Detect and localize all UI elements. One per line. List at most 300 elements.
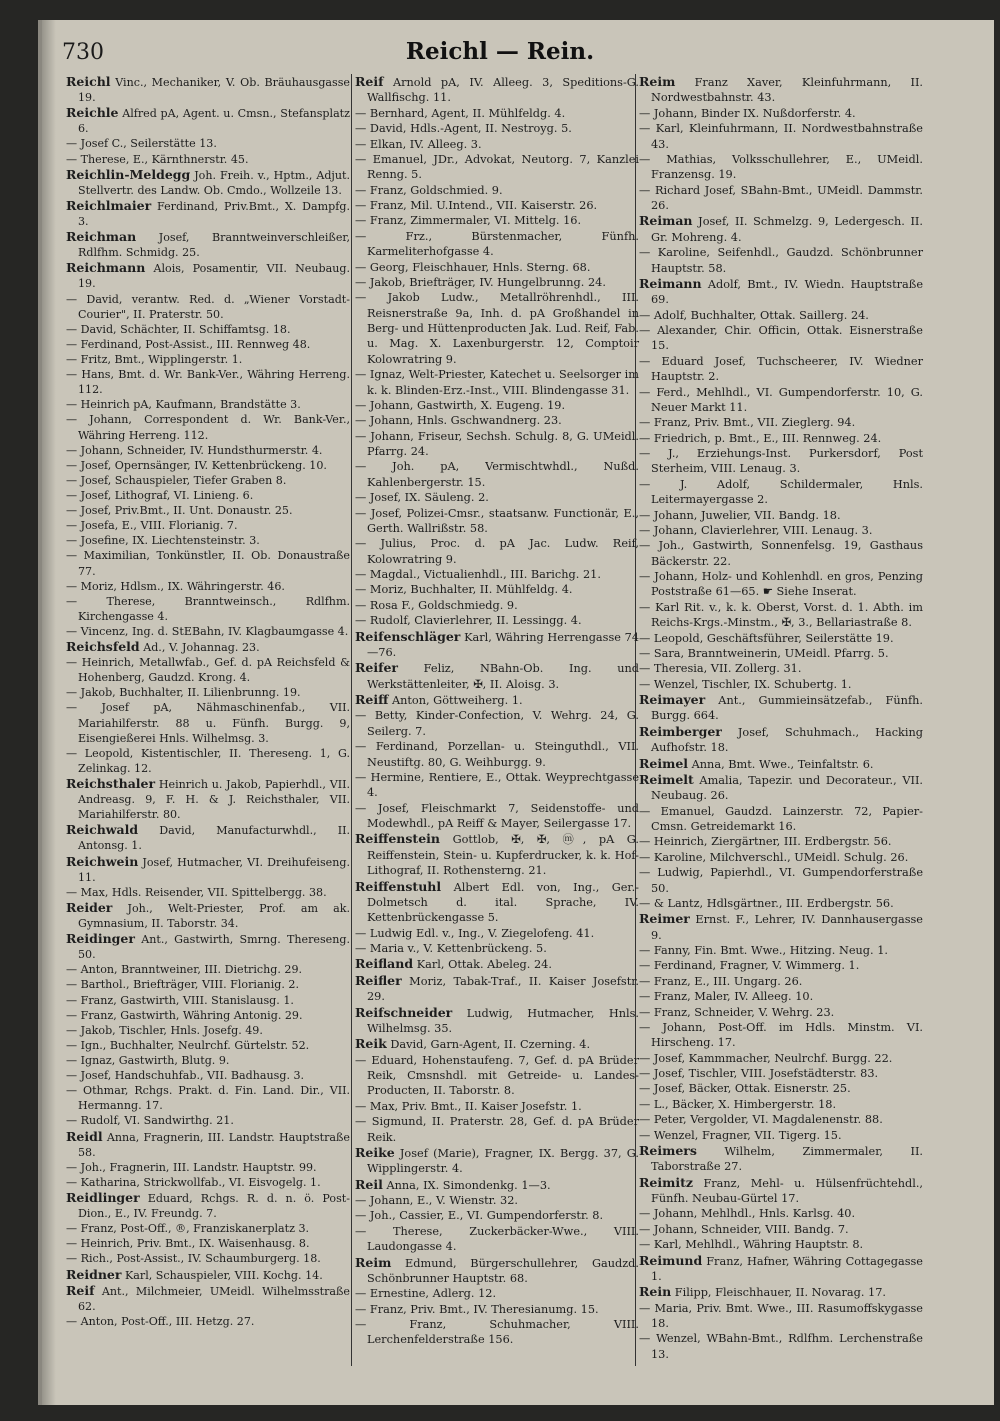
- entry-text: — Karl, Kleinfuhrmann, II. Nordwestbahnstraße 43.: [639, 122, 923, 151]
- entry-text: — Frz., Bürstenmacher, Fünfh. Karmeliterhofgasse 4.: [355, 229, 639, 259]
- entry-text: — Heinrich pA, Kaufmann, Brandstätte 3.: [66, 398, 301, 412]
- entry-text: Feliz, NBahn-Ob. Ing. und Werkstättenleiter, ✠, II. Aloisg. 3.: [367, 662, 640, 691]
- directory-entry: [66, 548, 350, 578]
- directory-entry-head: [639, 772, 923, 804]
- directory-entry-head: [66, 1190, 350, 1221]
- directory-entry: [66, 1008, 350, 1023]
- directory-entry: [66, 292, 350, 322]
- entry-text: — Franz, Schneider, V. Wehrg. 23.: [639, 1005, 835, 1019]
- entry-text: — Franz, Zimmermaler, VI. Mittelg. 16.: [355, 214, 582, 228]
- directory-entry: [355, 1317, 639, 1348]
- entry-text: — Josef, Opernsänger, IV. Kettenbrückeng. 10.: [66, 458, 327, 472]
- surname: Reider: [66, 899, 113, 915]
- directory-entry-head: [639, 276, 923, 308]
- entry-text: — Johann, Correspondent d. Wr. Bank-Ver., Währing Herreng. 112.: [66, 413, 350, 442]
- entry-text: — Rudolf, VI. Sandwirthg. 21.: [66, 1114, 234, 1128]
- directory-entry: [639, 152, 923, 183]
- directory-entry: [66, 685, 350, 700]
- directory-entry: [355, 213, 639, 228]
- surname: Reiffenstuhl: [355, 878, 442, 894]
- entry-text: — David, Hdls.-Agent, II. Nestroyg. 5.: [355, 122, 572, 136]
- entry-text: Heinrich u. Jakob, Papierhdl., VII. Andreasg. 9, F. H. & J. Reichsthaler, VII. Mariahilferstr. 80.: [78, 778, 351, 822]
- entry-text: — Ignaz, Gastwirth, Blutg. 9.: [66, 1054, 230, 1067]
- directory-entry: [355, 770, 639, 801]
- surname: Reichlin-Meldegg: [66, 166, 191, 182]
- directory-entry: [639, 958, 923, 973]
- entry-text: — Emanuel, Gaudzd. Lainzerstr. 72, Papier-Cmsn. Getreidemarkt 16.: [639, 804, 923, 833]
- directory-entry: [66, 579, 350, 594]
- directory-entry-head: [66, 74, 350, 105]
- directory-entry: [639, 1331, 923, 1362]
- surname: Reidinger: [66, 931, 135, 947]
- directory-entry: [639, 308, 923, 323]
- directory-entry: [355, 598, 639, 613]
- directory-entry: [355, 459, 639, 490]
- entry-text: — Betty, Kinder-Confection, V. Wehrg. 24, G. Seilerg. 7.: [355, 709, 639, 738]
- surname: Reichman: [66, 229, 137, 245]
- directory-entry: [66, 885, 350, 900]
- surname: Reifenschläger: [355, 628, 461, 644]
- directory-entry: [66, 1083, 350, 1113]
- entry-text: Ludwig, Hutmacher, Hnls. Wilhelmsg. 35.: [367, 1006, 640, 1035]
- directory-entry: [66, 503, 350, 518]
- entry-text: — Anton, Post-Off., III. Hetzg. 27.: [66, 1314, 255, 1328]
- directory-entry-head: [639, 1284, 923, 1300]
- entry-text: — Josef, Polizei-Cmsr., staatsanw. Functionär, E., Gerth. Wallrißstr. 58.: [355, 506, 639, 535]
- entry-text: Franz, Mehl- u. Hülsenfrüchtehdl., Fünfh. Neubau-Gürtel 17.: [651, 1176, 923, 1205]
- directory-entry: [639, 646, 923, 661]
- entry-text: — Josef, Kammmacher, Neulrchf. Burgg. 22.: [639, 1051, 893, 1065]
- entry-text: — Jakob Ludw., Metallröhrenhdl., III. Reisnerstraße 9a, Inh. d. pA Großhandel in Berg- und Hüttenproducten Jak. Lud. Reif, Fab. u. Mag. X. Laxenburgerstr. 12, Comptoir Kolowratring 9.: [355, 291, 639, 366]
- entry-text: — Leopold, Kistentischler, II. Thereseng. 1, G. Zelinkag. 12.: [66, 746, 350, 775]
- entry-text: — Franz, E., III. Ungarg. 26.: [639, 974, 803, 988]
- entry-text: — Fanny, Fin. Bmt. Wwe., Hitzing. Neug. 1.: [639, 944, 888, 957]
- entry-text: — Friedrich, p. Bmt., E., III. Rennweg. 24.: [639, 431, 882, 445]
- entry-text: — L., Bäcker, X. Himbergerstr. 18.: [639, 1097, 837, 1111]
- directory-entry: [355, 1208, 639, 1223]
- directory-entry: [639, 865, 923, 896]
- entry-text: — Moriz, Buchhalter, II. Mühlfeldg. 4.: [355, 583, 573, 597]
- entry-text: — Heinrich, Metallwfab., Gef. d. pA Reichsfeld & Hohenberg, Gaudzd. Krong. 4.: [66, 656, 350, 685]
- entry-text: — Josef, IX. Säuleng. 2.: [355, 491, 489, 505]
- entry-text: — Richard Josef, SBahn-Bmt., UMeidl. Dammstr. 26.: [639, 183, 923, 212]
- entry-text: — Anton, Branntweiner, III. Dietrichg. 29.: [66, 963, 303, 977]
- column-2: [355, 74, 639, 1348]
- directory-entry: [355, 275, 639, 290]
- entry-text: — Max, Priv. Bmt., II. Kaiser Josefstr. 1.: [355, 1099, 582, 1113]
- directory-entry: [66, 1113, 350, 1128]
- directory-entry: [355, 1286, 639, 1301]
- surname: Reiffenstein: [355, 831, 440, 847]
- surname: Reifer: [355, 660, 399, 676]
- directory-entry-head: [355, 1255, 639, 1287]
- surname: Reimer: [639, 911, 690, 927]
- entry-text: — Theresia, VII. Zollerg. 31.: [639, 662, 802, 676]
- entry-text: — Adolf, Buchhalter, Ottak. Saillerg. 24.: [639, 308, 869, 322]
- directory-entry: [66, 962, 350, 977]
- directory-entry: [355, 229, 639, 260]
- surname: Reichsfeld: [66, 639, 140, 655]
- directory-entry: [355, 413, 639, 428]
- entry-text: Adolf, Bmt., IV. Wiedn. Hauptstraße 69.: [651, 277, 924, 307]
- entry-text: Gottlob, ✠, ✠, ⓜ, pA G. Reiffenstein, Stein- u. Kupferdrucker, k. k. Hof-Lithograf, II. Rothensterng. 21.: [367, 833, 640, 878]
- entry-text: — Karoline, Milchverschl., UMeidl. Schulg. 26.: [639, 850, 909, 864]
- directory-entry: [66, 322, 350, 337]
- directory-entry: [355, 106, 639, 121]
- entry-text: — Elkan, IV. Alleeg. 3.: [355, 137, 482, 151]
- directory-entry: [66, 1038, 350, 1053]
- entry-text: — Josef, Schauspieler, Tiefer Graben 8.: [66, 473, 287, 487]
- entry-text: — Joh., Gastwirth, Sonnenfelsg. 19, Gasthaus Bäckerstr. 22.: [639, 539, 923, 568]
- directory-entry: [639, 1237, 923, 1252]
- directory-entry: [355, 1114, 639, 1145]
- directory-entry: [639, 834, 923, 849]
- entry-text: — Joh., Cassier, E., VI. Gumpendorferstr. 8.: [355, 1209, 604, 1223]
- directory-entry: [355, 198, 639, 213]
- entry-text: Ernst. F., Lehrer, IV. Dannhausergasse 9.: [651, 913, 923, 942]
- entry-text: — Peter, Vergolder, VI. Magdalenenstr. 88.: [639, 1113, 883, 1127]
- surname: Reim: [639, 74, 676, 89]
- directory-entry-head: [66, 931, 350, 962]
- entry-text: — Johann, Juwelier, VII. Bandg. 18.: [639, 508, 841, 522]
- entry-text: — Emanuel, JDr., Advokat, Neutorg. 7, Kanzlei Renng. 5.: [355, 152, 639, 182]
- entry-text: Arnold pA, IV. Alleeg. 3, Speditions-G. Wallfischg. 11.: [367, 76, 639, 105]
- surname: Reif: [355, 74, 384, 89]
- surname: Reichlmaier: [66, 197, 152, 213]
- directory-entry: [66, 977, 350, 992]
- entry-text: Josef (Marie), Fragner, IX. Bergg. 37, G. Wipplingerstr. 4.: [367, 1146, 640, 1176]
- entry-text: — Johann, Friseur, Sechsh. Schulg. 8, G. UMeidl. Pfarrg. 24.: [355, 429, 639, 458]
- directory-entry: [66, 700, 350, 745]
- entry-text: — Therese, E., Kärnthnerstr. 45.: [66, 152, 249, 166]
- entry-text: Ant., Milchmeier, UMeidl. Wilhelmsstraße 62.: [78, 1284, 350, 1313]
- entry-text: — Ferd., Mehlhdl., VI. Gumpendorferstr. 10, G. Neuer Markt 11.: [639, 385, 923, 414]
- entry-text: Alois, Posamentir, VII. Neubaug. 19.: [78, 262, 351, 291]
- directory-entry: [355, 1302, 639, 1317]
- surname: Reimel: [639, 755, 689, 771]
- directory-entry-head: [66, 229, 350, 260]
- directory-entry-head: [66, 900, 350, 931]
- directory-entry: [639, 323, 923, 354]
- column-rule: [351, 74, 352, 1366]
- entry-text: — Josefa, E., VIII. Florianig. 7.: [66, 519, 238, 533]
- directory-entry: [639, 850, 923, 865]
- entry-text: — Joh. pA, Vermischtwhdl., Nußd. Kahlenbergerstr. 15.: [355, 460, 639, 489]
- surname: Reichmann: [66, 260, 146, 276]
- directory-entry-head: [355, 831, 639, 878]
- entry-text: — Wenzel, Tischler, IX. Schubertg. 1.: [639, 677, 852, 691]
- entry-text: — Rudolf, Clavierlehrer, II. Lessingg. 4.: [355, 614, 582, 628]
- entry-text: — Josef, Tischler, VIII. Josefstädterstr. 83.: [639, 1067, 879, 1080]
- entry-text: — Moriz, Hdlsm., IX. Währingerstr. 46.: [66, 579, 285, 593]
- directory-entry: [66, 533, 350, 548]
- entry-text: — Wenzel, Fragner, VII. Tigerg. 15.: [639, 1128, 842, 1142]
- entry-text: — & Lantz, Hdlsgärtner., III. Erdbergstr. 56.: [639, 896, 894, 910]
- entry-text: — David, Schächter, II. Schiffamtsg. 18.: [66, 322, 291, 336]
- entry-text: — Ferdinand, Porzellan- u. Steinguthdl., VII. Neustiftg. 80, G. Weihburgg. 9.: [355, 740, 639, 769]
- entry-text: — Ferdinand, Post-Assist., III. Rennweg 48.: [66, 337, 311, 351]
- entry-text: Josef, Hutmacher, VI. Dreihufeiseng. 11.: [78, 855, 350, 884]
- entry-text: Ferdinand, Priv.Bmt., X. Dampfg. 3.: [78, 199, 350, 228]
- entry-text: — Georg, Fleischhauer, Hnls. Sterng. 68.: [355, 260, 591, 274]
- entry-text: — Jakob, Briefträger, IV. Hungelbrunng. 24.: [355, 275, 606, 289]
- entry-text: — Maria v., V. Kettenbrückeng. 5.: [355, 942, 547, 955]
- surname: Rein: [639, 1284, 672, 1300]
- directory-entry-head: [66, 1267, 350, 1283]
- entry-text: Ant., Gummieinsätzefab., Fünfh. Burgg. 664.: [651, 694, 923, 723]
- column-1: [66, 74, 350, 1329]
- entry-text: — Franz, Priv. Bmt., VII. Zieglerg. 94.: [639, 416, 856, 430]
- surname: Reidlinger: [66, 1189, 140, 1205]
- entry-text: — Vincenz, Ing. d. StEBahn, IV. Klagbaumgasse 4.: [66, 624, 349, 638]
- entry-text: — Johann, Schneider, IV. Hundsthurmerstr. 4.: [66, 443, 323, 457]
- directory-entry: [639, 1301, 923, 1332]
- directory-entry: [355, 1224, 639, 1255]
- entry-text: Karl, Ottak. Abeleg. 24.: [416, 958, 552, 972]
- directory-entry: [66, 1023, 350, 1038]
- entry-text: Ant., Gastwirth, Smrng. Thereseng. 50.: [78, 933, 350, 962]
- entry-text: Anna, IX. Simondenkg. 1—3.: [386, 1178, 551, 1192]
- entry-text: — Johann, E., V. Wienstr. 32.: [355, 1194, 518, 1207]
- entry-text: — Karl, Mehlhdl., Währing Hauptstr. 8.: [639, 1238, 864, 1252]
- entry-text: — Johann, Mehlhdl., Hnls. Karlsg. 40.: [639, 1207, 856, 1221]
- directory-entry-head: [355, 1145, 639, 1177]
- directory-entry-head: [639, 911, 923, 943]
- directory-entry: [355, 613, 639, 628]
- surname: Reichwald: [66, 822, 139, 838]
- directory-entry: [355, 708, 639, 739]
- directory-entry: [639, 1020, 923, 1051]
- directory-entry: [355, 290, 639, 367]
- entry-text: — Josef, Lithograf, VI. Linieng. 6.: [66, 488, 254, 502]
- directory-entry: [639, 538, 923, 569]
- directory-entry: [66, 594, 350, 624]
- directory-entry: [355, 398, 639, 413]
- entry-text: — Franz, Schuhmacher, VIII. Lerchenfelderstraße 156.: [355, 1318, 639, 1347]
- directory-entry: [639, 245, 923, 276]
- directory-entry-head: [66, 1129, 350, 1160]
- directory-entry-head: [355, 692, 639, 708]
- directory-entry-head: [355, 1036, 639, 1052]
- entry-text: — Ignaz, Welt-Priester, Katechet u. Seelsorger im k. k. Blinden-Erz.-Inst., VIII. Blindengasse 31.: [355, 368, 639, 397]
- directory-entry-head: [355, 973, 639, 1005]
- directory-entry: [639, 989, 923, 1004]
- directory-entry: [639, 1128, 923, 1143]
- entry-text: — Franz, Gastwirth, Währing Antonig. 29.: [66, 1008, 303, 1022]
- surname: Reimelt: [639, 771, 694, 787]
- entry-text: — Hans, Bmt. d. Wr. Bank-Ver., Währing Herreng. 112.: [66, 368, 350, 397]
- directory-entry: [639, 1097, 923, 1112]
- entry-text: — Karoline, Seifenhdl., Gaudzd. Schönbrunner Hauptstr. 58.: [639, 246, 923, 275]
- directory-entry: [355, 137, 639, 152]
- directory-entry: [639, 1081, 923, 1096]
- entry-text: Ad., V. Johannag. 23.: [143, 641, 260, 655]
- entry-text: — Katharina, Strickwollfab., VI. Eisvogelg. 1.: [66, 1175, 321, 1189]
- entry-text: — Jakob, Tischler, Hnls. Josefg. 49.: [66, 1023, 263, 1037]
- directory-entry: [639, 508, 923, 523]
- directory-entry: [355, 490, 639, 505]
- entry-text: — Franz, Maler, IV. Alleeg. 10.: [639, 990, 814, 1004]
- directory-entry: [355, 367, 639, 398]
- directory-entry-head: [66, 854, 350, 885]
- directory-entry: [66, 1053, 350, 1068]
- entry-text: — Ernestine, Adlerg. 12.: [355, 1287, 497, 1301]
- entry-text: — Rosa F., Goldschmiedg. 9.: [355, 598, 518, 612]
- entry-text: — Julius, Proc. d. pA Jac. Ludw. Reif, Kolowratring 9.: [355, 537, 639, 566]
- directory-entry: [639, 415, 923, 430]
- directory-entry-head: [639, 213, 923, 245]
- entry-text: — Heinrich, Ziergärtner, III. Erdbergstr. 56.: [639, 835, 892, 849]
- binding-shadow: [42, 20, 56, 1405]
- directory-entry: [639, 431, 923, 446]
- directory-entry: [66, 152, 350, 167]
- surname: Reimberger: [639, 723, 722, 739]
- entry-text: — Wenzel, WBahn-Bmt., Rdlfhm. Lerchenstraße 13.: [639, 1332, 923, 1361]
- directory-entry: [66, 488, 350, 503]
- directory-entry: [66, 655, 350, 685]
- directory-entry: [639, 1112, 923, 1127]
- directory-entry-head: [355, 1177, 639, 1193]
- surname: Reifland: [355, 956, 414, 972]
- surname: Reichl: [66, 74, 111, 89]
- entry-text: — Johann, Gastwirth, X. Eugeng. 19.: [355, 398, 566, 412]
- entry-text: — Mathias, Volksschullehrer, E., UMeidl. Franzensg. 19.: [639, 152, 923, 182]
- directory-entry: [639, 354, 923, 385]
- entry-text: Karl, Währing Herrengasse 74—76.: [367, 630, 640, 659]
- entry-text: — Ludwig Edl. v., Ing., V. Ziegelofeng. 41.: [355, 926, 595, 940]
- entry-text: — Franz, Goldschmied. 9.: [355, 183, 503, 197]
- entry-text: — Ign., Buchhalter, Neulrchf. Gürtelstr. 52.: [66, 1038, 310, 1052]
- entry-text: — Johann, Hnls. Gschwandnerg. 23.: [355, 414, 562, 428]
- directory-entry-head: [355, 660, 639, 692]
- entry-text: — Josef, Bäcker, Ottak. Eisnerstr. 25.: [639, 1082, 851, 1096]
- directory-entry: [66, 624, 350, 639]
- directory-entry-head: [355, 74, 639, 106]
- directory-entry: [66, 1221, 350, 1236]
- entry-text: — Therese, Branntweinsch., Rdlfhm. Kirchengasse 4.: [66, 594, 350, 623]
- entry-text: Anna, Bmt. Wwe., Teinfaltstr. 6.: [691, 757, 874, 771]
- entry-text: — Maximilian, Tonkünstler, II. Ob. Donaustraße 77.: [66, 549, 350, 578]
- surname: Reifschneider: [355, 1004, 453, 1020]
- entry-text: — Eduard, Hohenstaufeng. 7, Gef. d. pA Brüder Reik, Cmsnshdl. mit Getreide- u. Landes-Producten, II. Taborstr. 8.: [355, 1053, 639, 1098]
- entry-text: — Sara, Branntweinerin, UMeidl. Pfarrg. 5.: [639, 646, 889, 660]
- directory-entry: [639, 1222, 923, 1237]
- directory-entry-head: [66, 1283, 350, 1314]
- entry-text: — J., Erziehungs-Inst. Purkersdorf, Post Sterheim, VIII. Lenaug. 3.: [639, 447, 923, 476]
- surname: Reike: [355, 1144, 395, 1160]
- entry-text: Albert Edl. von, Ing., Ger.-Dolmetsch d. ital. Sprache, IV. Kettenbrückengasse 5.: [367, 880, 640, 925]
- entry-text: — Ferdinand, Fragner, V. Wimmerg. 1.: [639, 959, 860, 973]
- directory-entry: [639, 974, 923, 989]
- entry-text: — J. Adolf, Schildermaler, Hnls. Leitermayergasse 2.: [639, 477, 923, 507]
- entry-text: Vinc., Mechaniker, V. Ob. Bräuhausgasse 19.: [78, 76, 351, 105]
- directory-entry: [355, 506, 639, 537]
- entry-text: Franz, Hafner, Währing Cottagegasse 1.: [651, 1254, 923, 1283]
- directory-entry-head: [639, 692, 923, 724]
- directory-entry: [66, 443, 350, 458]
- entry-text: — Johann, Post-Off. im Hdls. Minstm. VI. Hirscheng. 17.: [639, 1020, 923, 1050]
- surname: Reiff: [355, 692, 389, 707]
- directory-entry: [355, 582, 639, 597]
- directory-entry: [639, 183, 923, 214]
- directory-entry-head: [66, 639, 350, 655]
- entry-text: — Johann, Schneider, VIII. Bandg. 7.: [639, 1222, 849, 1236]
- entry-text: Alfred pA, Agent. u. Cmsn., Stefansplatz 6.: [78, 107, 350, 136]
- directory-entry-head: [639, 74, 923, 106]
- directory-entry-head: [639, 1143, 923, 1175]
- entry-text: — Karl Rit. v., k. k. Oberst, Vorst. d. 1. Abth. im Reichs-Krgs.-Minstm., ✠, 3., Bellariastraße 8.: [639, 600, 923, 630]
- page-number: 730: [62, 40, 104, 65]
- directory-entry-head: [355, 1005, 639, 1037]
- entry-text: Josef, Branntweinverschleißer, Rdlfhm. Schmidg. 25.: [78, 231, 351, 260]
- entry-text: — Josef, Fleischmarkt 7, Seidenstoffe- und Modewhdl., pA Reiff & Mayer, Seilergasse 17.: [355, 801, 639, 830]
- directory-entry: [639, 1005, 923, 1020]
- directory-entry: [66, 367, 350, 397]
- directory-entry-head: [639, 1175, 923, 1207]
- directory-entry: [639, 523, 923, 538]
- directory-entry: [66, 458, 350, 473]
- directory-entry-head: [639, 1253, 923, 1285]
- surname: Reik: [355, 1036, 387, 1052]
- surname: Reimund: [639, 1252, 703, 1268]
- entry-text: — David, verantw. Red. d. „Wiener Vorstadt-Courier", II. Praterstr. 50.: [66, 292, 350, 321]
- directory-entry-head: [66, 167, 350, 198]
- directory-entry: [639, 631, 923, 646]
- entry-text: — Heinrich, Priv. Bmt., IX. Waisenhausg. 8.: [66, 1237, 310, 1251]
- directory-entry: [66, 1314, 350, 1329]
- surname: Reimann: [639, 275, 702, 291]
- entry-text: Anna, Fragnerin, III. Landstr. Hauptstraße 58.: [78, 1130, 350, 1159]
- directory-entry: [355, 801, 639, 832]
- entry-text: — Franz, Gastwirth, VIII. Stanislausg. 1.: [66, 993, 294, 1007]
- entry-text: — Leopold, Geschäftsführer, Seilerstätte 19.: [639, 631, 894, 645]
- directory-entry: [66, 337, 350, 352]
- entry-text: — Franz, Post-Off., ®, Franziskanerplatz 3.: [66, 1222, 310, 1236]
- entry-text: — Maria, Priv. Bmt. Wwe., III. Rasumoffskygasse 18.: [639, 1301, 923, 1330]
- directory-entry-head: [66, 105, 350, 136]
- entry-text: — Franz, Mil. U.Intend., VII. Kaiserstr. 26.: [355, 199, 598, 212]
- directory-entry: [355, 183, 639, 198]
- directory-entry: [639, 1206, 923, 1221]
- entry-text: — Eduard Josef, Tuchscheerer, IV. Wiedner Hauptstr. 2.: [639, 354, 923, 384]
- surname: Reimayer: [639, 692, 706, 707]
- entry-text: Filipp, Fleischhauer, II. Novarag. 17.: [674, 1286, 886, 1300]
- entry-text: — Joh., Fragnerin, III. Landstr. Hauptstr. 99.: [66, 1160, 317, 1174]
- entry-text: Wilhelm, Zimmermaler, II. Taborstraße 27.: [651, 1144, 923, 1174]
- directory-entry: [639, 896, 923, 911]
- directory-entry-head: [355, 956, 639, 972]
- directory-entry: [639, 661, 923, 676]
- directory-entry: [639, 446, 923, 477]
- entry-text: — Therese, Zuckerbäcker-Wwe., VIII. Laudongasse 4.: [355, 1224, 639, 1254]
- directory-entry: [66, 746, 350, 776]
- entry-text: — Hermine, Rentiere, E., Ottak. Weyprechtgasse 4.: [355, 770, 639, 800]
- directory-entry: [355, 739, 639, 770]
- surname: Reil: [355, 1176, 383, 1192]
- entry-text: — Josef, Priv.Bmt., II. Unt. Donaustr. 25.: [66, 504, 293, 518]
- surname: Reidner: [66, 1266, 122, 1282]
- directory-entry: [639, 106, 923, 121]
- directory-entry: [639, 1051, 923, 1066]
- entry-text: Josef, Schuhmach., Hacking Aufhofstr. 18.: [651, 725, 923, 755]
- entry-text: — Josef, Handschuhfab., VII. Badhausg. 3.: [66, 1069, 305, 1083]
- entry-text: — Bernhard, Agent, II. Mühlfeldg. 4.: [355, 106, 566, 120]
- entry-text: — Johann, Clavierlehrer, VIII. Lenaug. 3.: [639, 523, 873, 537]
- entry-text: — Jakob, Buchhalter, II. Lilienbrunng. 19.: [66, 686, 301, 700]
- directory-entry: [355, 121, 639, 136]
- entry-text: — Fritz, Bmt., Wipplingerstr. 1.: [66, 352, 243, 366]
- directory-entry-head: [639, 756, 923, 772]
